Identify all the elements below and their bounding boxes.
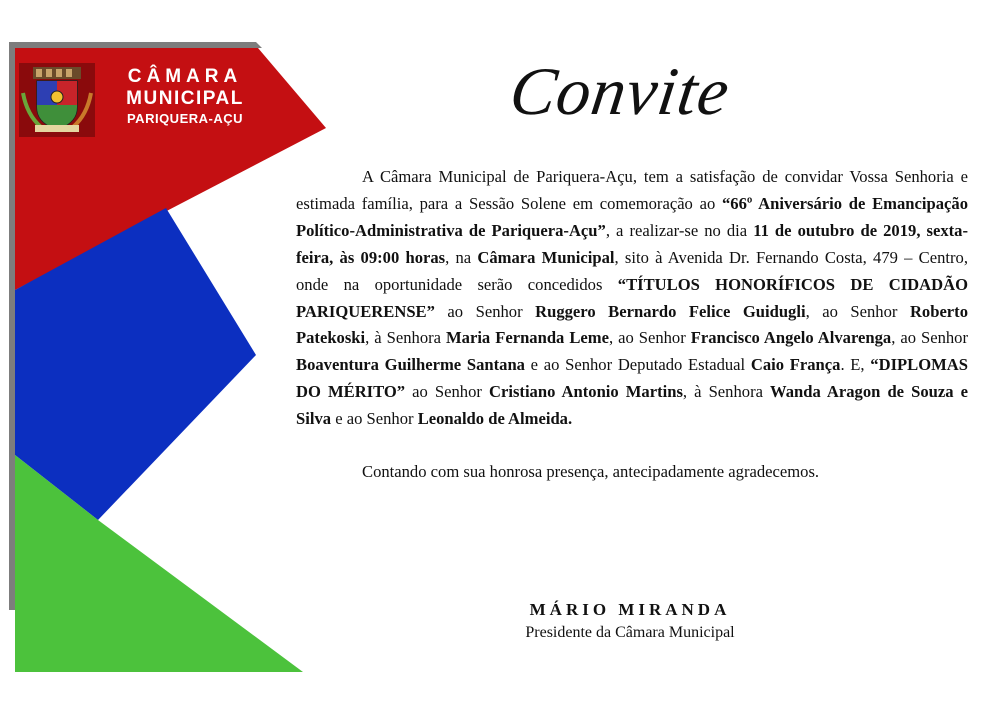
body-text: , à Senhora	[365, 328, 446, 348]
body-text: ao Senhor	[405, 382, 489, 402]
signature-block	[450, 598, 810, 644]
organization-name	[100, 66, 270, 128]
invitation-body	[296, 164, 968, 486]
body-text: . E,	[840, 355, 871, 375]
emphasis-text: “TÍTULOS HONORÍFICOS DE CIDADÃO PARIQUERENSE”	[296, 274, 969, 321]
emphasis-text: Câmara Municipal	[477, 247, 615, 267]
municipal-coat-of-arms-icon	[19, 63, 95, 137]
org-name-line1: CÂMARA	[127, 66, 243, 87]
invitation-title: Convite	[505, 53, 735, 129]
emphasis-text: Cristiano Antonio Martins	[489, 382, 683, 402]
signatory-name: MÁRIO MIRANDA	[529, 600, 731, 619]
body-text: , ao Senhor	[805, 301, 910, 321]
body-text: , ao Senhor	[608, 328, 691, 348]
emphasis-text: Roberto Patekoski	[296, 301, 968, 348]
emphasis-text: Boaventura Guilherme Santana	[296, 355, 525, 375]
body-text: e ao Senhor	[331, 409, 418, 429]
org-name-line2: MUNICIPAL	[126, 88, 244, 109]
body-text: , à Senhora	[682, 382, 771, 402]
emphasis-text: “66º Aniversário de Emancipação Político-Administrativa de Pariquera-Açu”	[296, 193, 968, 240]
org-name-line3: PARIQUERA-AÇU	[126, 111, 244, 126]
emphasis-text: Wanda Aragon de Souza e Silva	[296, 382, 968, 429]
body-text: A Câmara Municipal de Pariquera-Açu, tem a satisfação de convidar Vossa Senhoria e estimada família, para a Sessão Solene em comemoração ao	[296, 167, 968, 213]
emphasis-text: Leonaldo de Almeida.	[417, 409, 573, 429]
closing-paragraph: Contando com sua honrosa presença, antecipadamente agradecemos.	[362, 462, 820, 482]
emphasis-text: Ruggero Bernardo Felice Guidugli	[535, 301, 806, 321]
body-text: , na	[445, 247, 478, 267]
emphasis-text: 11 de outubro de 2019, sexta-feira, às 09:00 horas	[296, 220, 968, 267]
emphasis-text: Francisco Angelo Alvarenga	[690, 328, 892, 348]
body-text: , ao Senhor	[891, 328, 969, 348]
body-text: , sito à Avenida Dr. Fernando Costa, 479 – Centro, onde na oportunidade serão concedidos	[296, 247, 968, 294]
emphasis-text: Caio França	[750, 355, 841, 375]
emphasis-text: Maria Fernanda Leme	[446, 328, 609, 348]
emphasis-text: “DIPLOMAS DO MÉRITO”	[296, 355, 969, 402]
invitation-paragraph	[296, 164, 968, 433]
body-text: ao Senhor	[434, 301, 536, 321]
body-text: e ao Senhor Deputado Estadual	[524, 355, 751, 375]
signatory-role: Presidente da Câmara Municipal	[525, 624, 735, 641]
body-text: , a realizar-se no dia	[605, 220, 754, 240]
